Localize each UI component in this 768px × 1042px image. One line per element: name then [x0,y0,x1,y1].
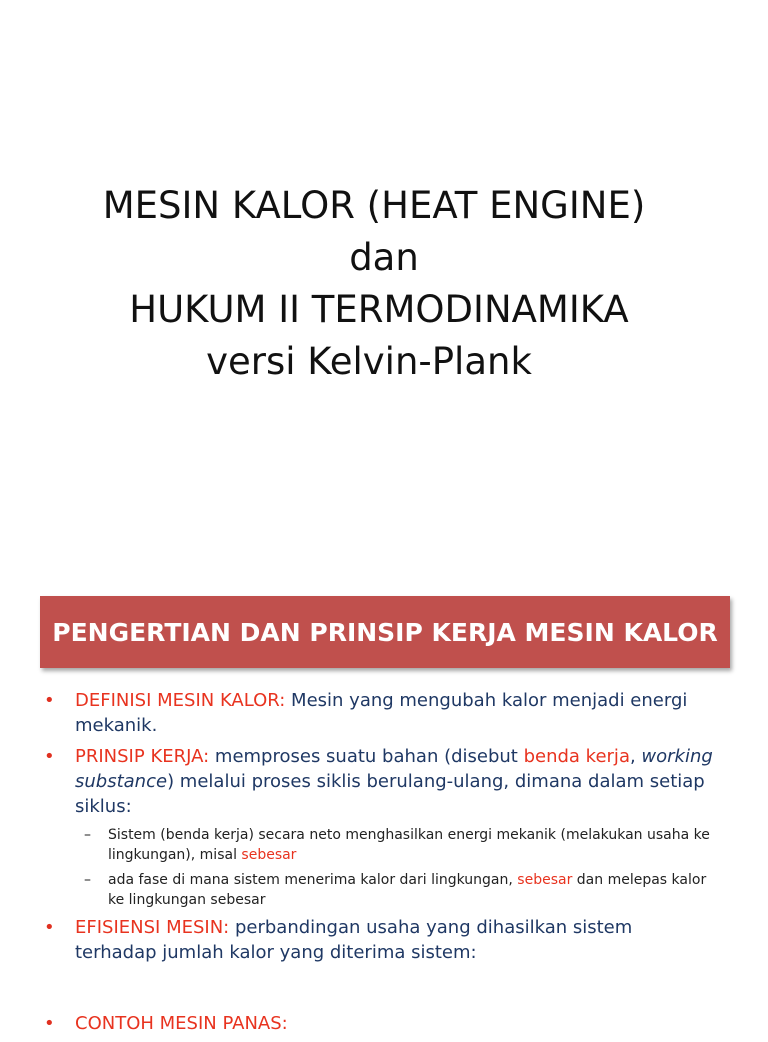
prinsip-label: PRINSIP KERJA: [75,746,210,767]
dash-icon: – [84,827,91,843]
sub2-red: sebesar [517,872,573,888]
prinsip-working-substance: working substance [75,746,713,792]
dash-icon: – [84,872,91,888]
title-line-2: dan [349,236,419,279]
prinsip-benda-kerja: benda kerja [523,746,630,767]
sub2-text-a: ada fase di mana sistem menerima kalor dari lingkungan, [108,872,518,888]
sub2-text-b: dan melepas kalor ke lingkungan sebesar [108,872,707,908]
sub1-text: Sistem (benda kerja) secara neto menghasilkan energi mekanik (melakukan usaha ke lingkungan), misal [108,827,710,863]
title-line-4: versi Kelvin-Plank [206,340,532,383]
sub-bullet-1 [0,825,768,865]
bullet-icon: • [44,917,55,938]
sub-bullet-2 [0,870,768,910]
section-banner [40,596,730,668]
bullet-efisiensi [0,915,768,965]
spacer [0,971,768,1011]
prinsip-text-a: memproses suatu bahan (disebut [209,746,524,767]
bullet-prinsip [0,744,768,819]
efisiensi-text: perbandingan usaha yang dihasilkan sistem terhadap jumlah kalor yang diterima sistem: [75,917,633,963]
section-banner-text: PENGERTIAN DAN PRINSIP KERJA MESIN KALOR [52,617,718,647]
contoh-label: CONTOH MESIN PANAS: [75,1013,288,1034]
title-line-3: HUKUM II TERMODINAMIKA [129,288,629,331]
bullet-icon: • [44,1013,55,1034]
definisi-label: DEFINISI MESIN KALOR: [75,690,286,711]
content-body [0,688,768,1042]
definisi-text: Mesin yang mengubah kalor menjadi energi mekanik. [75,690,688,736]
bullet-definisi [0,688,768,738]
prinsip-text-c: ) melalui proses siklis berulang-ulang, dimana dalam setiap siklus: [75,771,705,817]
slide-title [0,180,768,388]
prinsip-text-b: , [629,746,642,767]
bullet-icon: • [44,746,55,767]
title-line-1: MESIN KALOR (HEAT ENGINE) [102,184,646,227]
sub1-red: sebesar [241,847,297,863]
efisiensi-label: EFISIENSI MESIN: [75,917,230,938]
bullet-icon: • [44,690,55,711]
